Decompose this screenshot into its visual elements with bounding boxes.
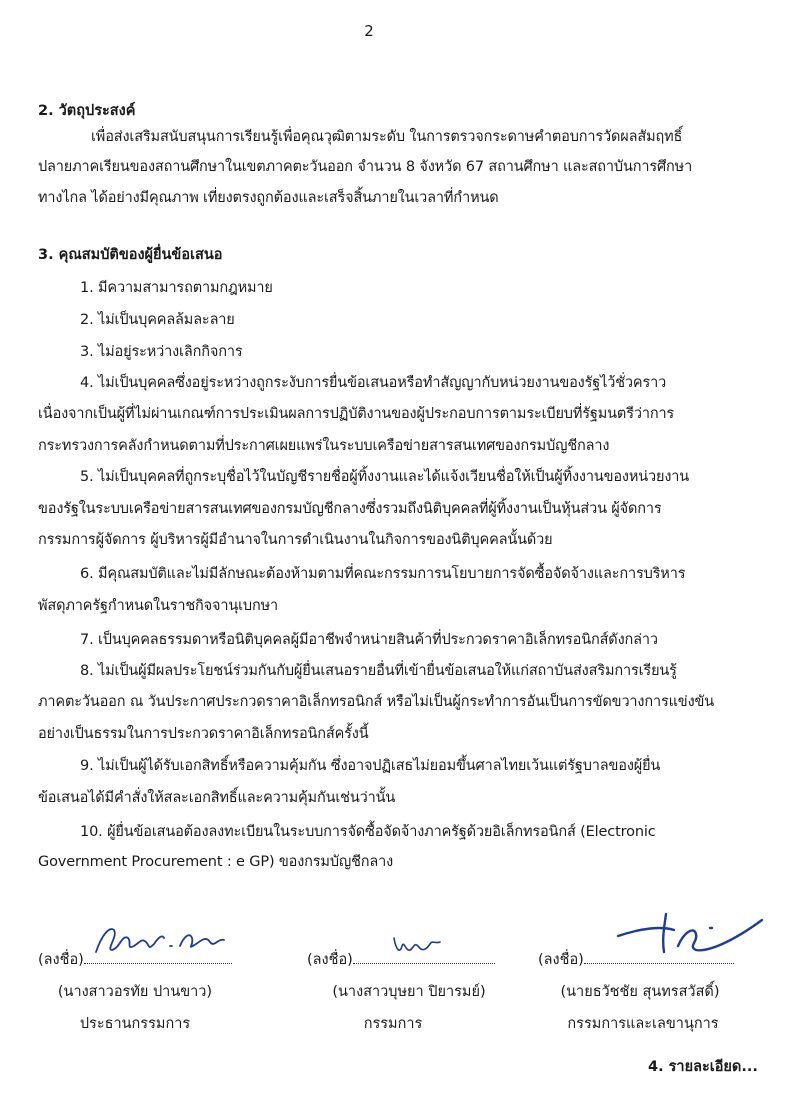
qualification-item: 8. ไม่เป็นผู้มีผลประโยชน์ร่วมกันกับผู้ยื่นเสนอรายอื่นที่เข้ายื่นข้อเสนอให้แก่สถาบันส่งสริมการเรียนรู้ (80, 663, 677, 679)
qualification-item-cont: กระทรวงการคลังกำหนดตามที่ประกาศเผยแพร่ในระบบเครือข่ายสารสนเทศของกรมบัญชีกลาง (38, 438, 610, 454)
qualification-item: 1. มีความสามารถตามกฎหมาย (80, 280, 273, 296)
qualification-item: 2. ไม่เป็นบุคคลล้มละลาย (80, 312, 235, 328)
section-3-heading: 3. คุณสมบัติของผู้ยื่นข้อเสนอ (38, 247, 223, 263)
qualification-item-cont: Government Procurement : e GP) ของกรมบัญชีกลาง (38, 854, 394, 870)
signatory-name: (นางสาวบุษยา ปิยารมย์) (332, 984, 486, 1000)
qualification-item: 9. ไม่เป็นผู้ได้รับเอกสิทธิ์หรือความคุ้มกัน ซึ่งอาจปฏิเสธไม่ยอมขึ้นศาลไทยเว้นแต่รัฐบาลของผู้ยื่น (80, 758, 661, 774)
qualification-item: 4. ไม่เป็นบุคคลซึ่งอยู่ระหว่างถูกระงับการยื่นข้อเสนอหรือทำสัญญากับหน่วยงานของรัฐไว้ชั่วคราว (80, 375, 667, 391)
section-2-line: ปลายภาคเรียนของสถานศึกษาในเขตภาคตะวันออก จำนวน 8 จังหวัด 67 สถานศึกษา และสถาบันการศึกษา (38, 159, 693, 175)
qualification-item-cont: ข้อเสนอได้มีคำสั่งให้สละเอกสิทธิ์และความคุ้มกันเช่นว่านั้น (38, 790, 396, 806)
qualification-item-cont: อย่างเป็นธรรมในการประกวดราคาอิเล็กทรอนิกส์ครั้งนี้ (38, 726, 369, 742)
signature-dotted-line (84, 953, 232, 964)
sign-label: (ลงชื่อ) (307, 952, 353, 968)
signature-dotted-line (353, 953, 495, 964)
qualification-item-cont: กรรมการผู้จัดการ ผู้บริหารผู้มีอำนาจในการดำเนินงานในกิจการของนิติบุคคลนั้นด้วย (38, 532, 553, 548)
signatory-name: (นางสาวอรทัย ปานขาว) (57, 984, 213, 1000)
qualification-item: 10. ผู้ยื่นข้อเสนอต้องลงทะเบียนในระบบการจัดซื้อจัดจ้างภาครัฐด้วยอิเล็กทรอนิกส์ (Electronic (80, 824, 656, 840)
qualification-item-cont: เนื่องจากเป็นผู้ที่ไม่ผ่านเกณฑ์การประเมินผลการปฏิบัติงานของผู้ประกอบการตามระเบียบที่รัฐมนตรีว่าการ (38, 406, 675, 422)
qualification-item-cont: ภาคตะวันออก ณ วันประกาศประกวดราคาอิเล็กทรอนิกส์ หรือไม่เป็นผู้กระทำการอันเป็นการขัดขวางการแข่งขัน (38, 694, 715, 710)
section-2-heading: 2. วัตถุประสงค์ (38, 103, 136, 119)
qualification-item-cont: พัสดุภาครัฐกำหนดในราชกิจจานุเบกษา (38, 598, 279, 614)
signatory-role: ประธานกรรมการ (79, 1016, 191, 1032)
page-number: 2 (364, 22, 374, 40)
sign-label: (ลงชื่อ) (538, 952, 584, 968)
signature-dotted-line (584, 953, 734, 964)
sign-label: (ลงชื่อ) (38, 952, 84, 968)
section-2-line: เพื่อส่งเสริมสนับสนุนการเรียนรู้เพื่อคุณวุฒิตามระดับ ในการตรวจกระดาษคำตอบการวัดผลสัมฤทธิ์ (91, 129, 683, 145)
signatory-role: กรรมการ (363, 1016, 423, 1032)
qualification-item: 7. เป็นบุคคลธรรมดาหรือนิติบุคคลผู้มีอาชีพจำหน่ายสินค้าที่ประกวดราคาอิเล็กทรอนิกส์ดังกล่าว (80, 632, 658, 648)
section-2-line: ทางไกล ได้อย่างมีคุณภาพ เที่ยงตรงถูกต้องและเสร็จสิ้นภายในเวลาที่กำหนด (38, 190, 499, 206)
next-page-reference: 4. รายละเอียด... (648, 1059, 758, 1075)
qualification-item: 5. ไม่เป็นบุคคลที่ถูกระบุชื่อไว้ในบัญชีรายชื่อผู้ทิ้งงานและได้แจ้งเวียนชื่อให้เป็นผู้ทิ้งงานของหน่วยงาน (80, 469, 690, 485)
qualification-item-cont: ของรัฐในระบบเครือข่ายสารสนเทศของกรมบัญชีกลางซึ่งรวมถึงนิติบุคคลที่ผู้ทิ้งงานเป็นหุ้นส่วน ผู้จัดการ (38, 501, 662, 517)
signatory-role: กรรมการและเลขานุการ (567, 1016, 719, 1032)
qualification-item: 6. มีคุณสมบัติและไม่มีลักษณะต้องห้ามตามที่คณะกรรมการนโยบายการจัดซื้อจัดจ้างและการบริหาร (80, 566, 686, 582)
qualification-item: 3. ไม่อยู่ระหว่างเลิกกิจการ (80, 344, 243, 360)
signatory-name: (นายธวัชชัย สุนทรสวัสดิ์) (560, 984, 720, 1000)
